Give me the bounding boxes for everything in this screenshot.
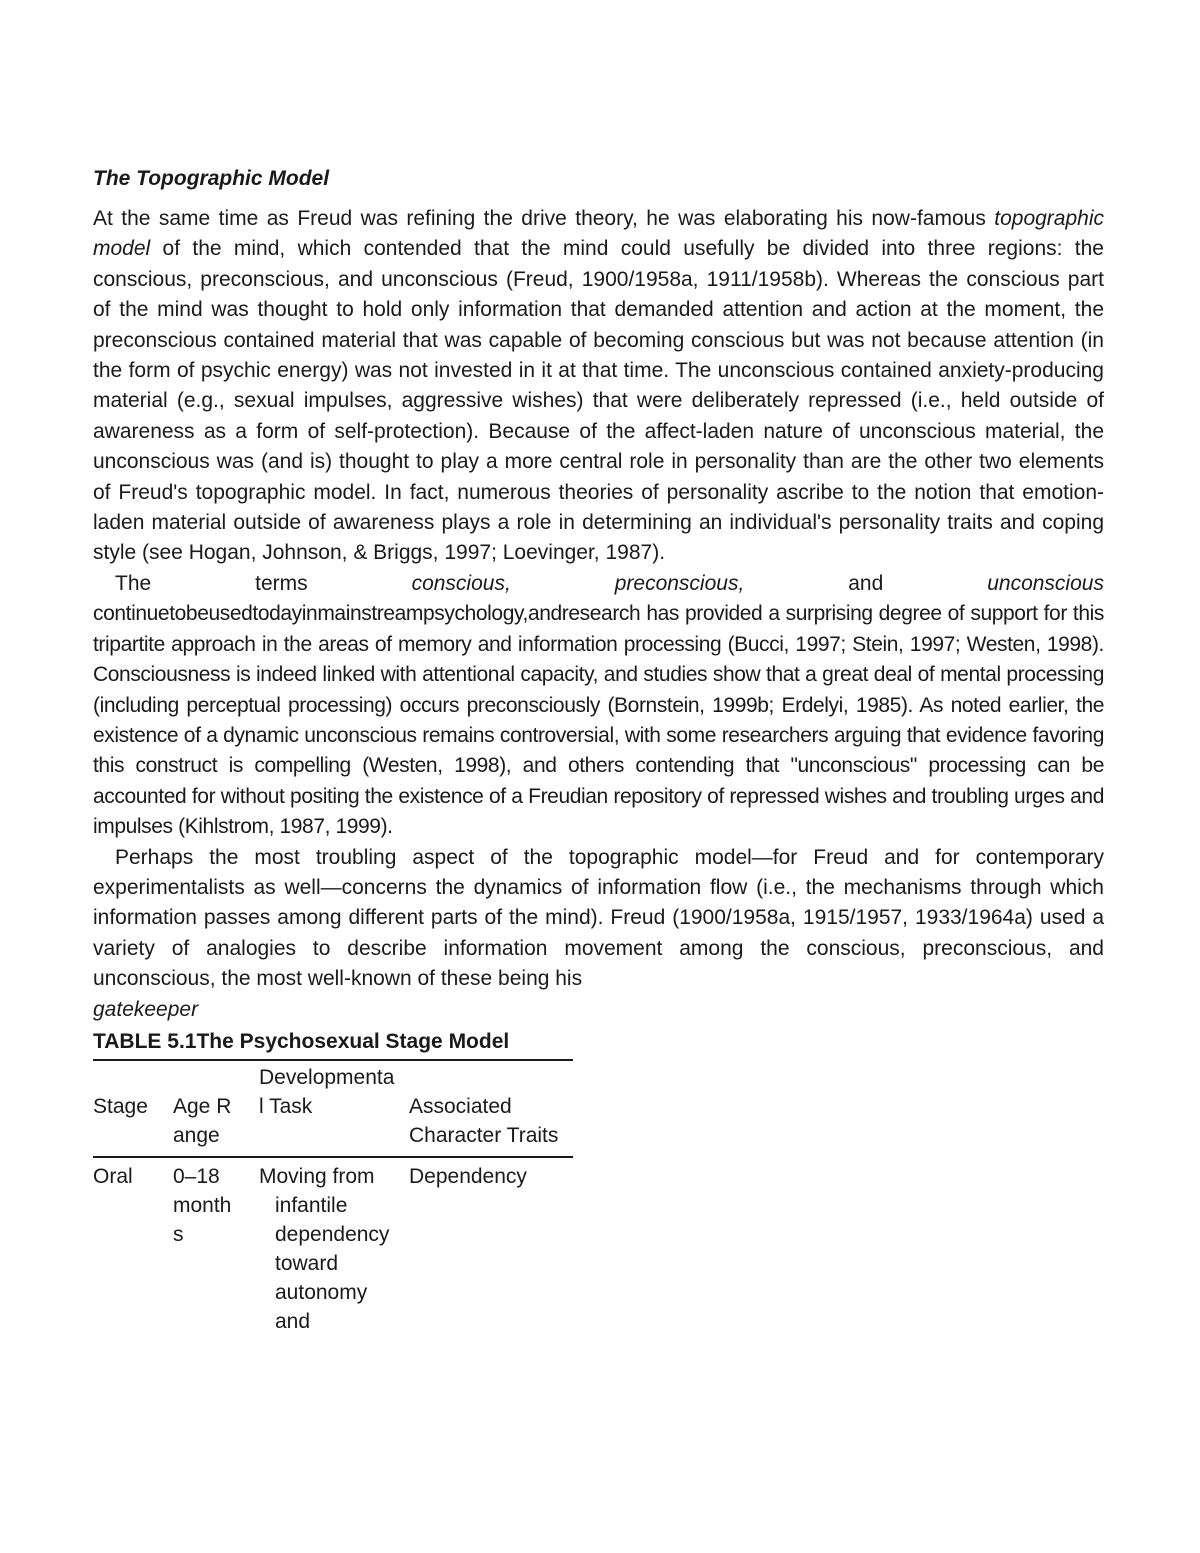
paragraph-2-em-unconscious: unconscious bbox=[987, 571, 1104, 595]
task-line: Moving from bbox=[259, 1164, 375, 1188]
paragraph-3: Perhaps the most troubling aspect of the topographic model—for Freud and for contemporary experimentalists as well—concerns the dynamics of information flow (i.e., the mechanisms through which information passes among different parts of the mind). Freud (1900/1958a, 1915/1957, 1933/1964a) used a variety of analogies to describe information movement among the conscious, preconscious, and unconscious, the most well-known of these being his bbox=[93, 845, 1104, 991]
table-row bbox=[93, 1157, 573, 1336]
task-line: and bbox=[275, 1309, 311, 1333]
paragraph-1 bbox=[93, 204, 1104, 569]
paragraph-2-word-the: The bbox=[115, 571, 152, 595]
header-traits-label: Associated Character Traits bbox=[409, 1094, 559, 1147]
header-stage bbox=[93, 1061, 173, 1157]
paragraph-1-text-a: At the same time as Freud was refining the drive theory, he was elaborating his now-famous bbox=[93, 207, 995, 230]
paragraph-2-first-line bbox=[93, 569, 1104, 599]
paragraph-1-text-b: of the mind, which contended that the mind could usefully be divided into three regions: the conscious, preconscious, and unconscious (Freud, 1900/1958a, 1911/1958b). Whereas the conscious part of the mind was thought to hold only information that demanded attention and action at the moment, the preconscious contained material that was capable of becoming conscious but was not because attention (in the form of psychic energy) was not invested in it at that time. The unconscious contained anxiety-producing material (e.g., sexual impulses, aggressive wishes) that were deliberately repressed (i.e., held outside of awareness as a form of self-protection). Because of the affect-laden nature of unconscious material, the unconscious was (and is) thought to play a more central role in personality than are the other two elements of Freud's topographic model. In fact, numerous theories of personality ascribe to the notion that emotion-laden material outside of awareness plays a role in determining an individual's personality traits and coping style (see Hogan, Johnson, & Briggs, 1997; Loevinger, 1987). bbox=[93, 237, 1104, 565]
task-line: infantile bbox=[275, 1193, 348, 1217]
psychosexual-stage-table bbox=[93, 1061, 573, 1336]
cell-stage: Oral bbox=[93, 1164, 133, 1188]
paragraph-2-word-terms: terms bbox=[255, 571, 308, 595]
header-developmental-task bbox=[259, 1061, 409, 1157]
paragraph-2-em-preconscious: preconscious, bbox=[614, 571, 745, 595]
task-line: autonomy bbox=[275, 1280, 368, 1304]
paragraph-2-word-and: and bbox=[848, 571, 884, 595]
paragraph-2-runon: continuetobeusedtodayinmainstreampsychology,andresearch bbox=[93, 602, 641, 626]
cell-age-text: 0–18 months bbox=[173, 1164, 232, 1246]
table-title: TABLE 5.1The Psychosexual Stage Model bbox=[93, 1027, 573, 1061]
task-line: toward bbox=[275, 1251, 339, 1275]
header-stage-label: Stage bbox=[93, 1094, 148, 1118]
document-page bbox=[93, 164, 1104, 1336]
table-header-row bbox=[93, 1061, 573, 1157]
header-task-label: Developmental Task bbox=[259, 1065, 395, 1118]
header-age-label: Age Range bbox=[173, 1094, 232, 1147]
cell-task-lines bbox=[259, 1162, 395, 1336]
paragraph-2 bbox=[93, 599, 1104, 842]
paragraph-3-emphasis-end: gatekeeper bbox=[93, 997, 199, 1021]
task-line: dependency bbox=[275, 1222, 390, 1246]
paragraph-1-emphasis: topographic model bbox=[93, 207, 1104, 261]
cell-traits: Dependency bbox=[409, 1164, 527, 1188]
section-heading: The Topographic Model bbox=[93, 167, 330, 190]
header-age-range bbox=[173, 1061, 259, 1157]
header-character-traits bbox=[409, 1061, 573, 1157]
paragraph-2-em-conscious: conscious, bbox=[411, 571, 511, 595]
cell-task bbox=[259, 1157, 409, 1336]
paragraph-2-text: has provided a surprising degree of support for this tripartite approach in the areas of memory and information processing (Bucci, 1997; Stein, 1997; Westen, 1998). Consciousness is indeed linked with attentional capacity, and studies show that a great deal of mental processing (including perceptual processing) occurs preconsciously (Bornstein, 1999b; Erdelyi, 1985). As noted earlier, the existence of a dynamic unconscious remains controversial, with some researchers arguing that evidence favoring this construct is compelling (Westen, 1998), and others contending that "unconscious" processing can be accounted for without positing the existence of a Freudian repository of repressed wishes and troubling urges and impulses (Kihlstrom, 1987, 1999). bbox=[93, 602, 1104, 839]
cell-age bbox=[173, 1157, 259, 1336]
